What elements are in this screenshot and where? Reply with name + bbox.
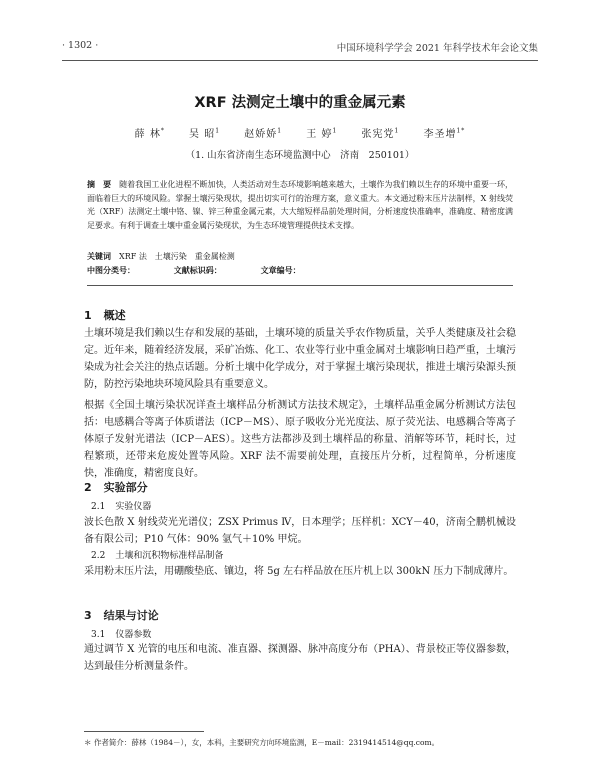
body-paragraph: 波长色散 X 射线荧光光谱仪；ZSX Primus Ⅳ，日本理学；压样机：XCY－40，济南仝鹏机械设备有限公司；P10 气体：90% 氩气＋10% 甲烷。 [84, 517, 516, 545]
author: 张宪党$^1$ [361, 127, 400, 140]
section-heading: 2 实验部分 [84, 481, 148, 494]
keywords [87, 250, 513, 264]
conference-name: 中国环境科学学会 2021 年科学技术年会论文集 [336, 43, 538, 54]
body-paragraph: 土壤环境是我们赖以生存和发展的基础，土壤环境的质量关乎农作物质量，关乎人类健康及社会稳定。近年来，随着经济发展，采矿冶炼、化工、农业等行业中重金属对土壤影响日趋严重，土壤污染成为社会关注的热点话题。分析土壤中化学成分，对于掌握土壤污染现状，推进土壤污染源头预防，防控污染地块环境风险具有重要意义。 [84, 328, 516, 390]
author: 吴 昭$^1$ [189, 127, 221, 140]
keywords-text: XRF 法 土壤污染 重金属检测 [119, 252, 235, 261]
subsection-heading: 3.1 仪器参数 [91, 630, 152, 640]
running-header [62, 40, 538, 56]
abstract [87, 178, 513, 232]
subsection-heading: 2.1 实验仪器 [91, 502, 152, 512]
author: 李圣增$^{1*}$ [423, 127, 466, 140]
section-heading: 3 结果与讨论 [84, 609, 159, 622]
classification-line [87, 265, 337, 276]
paper-title: XRF 法测定土壤中的重金属元素 [194, 95, 406, 111]
abstract-text: 随着我国工业化进程不断加快，人类活动对生态环境影响越来越大，土壤作为我们赖以生存的环境中重要一环，面临着巨大的环境风险。掌握土壤污染现状，提出切实可行的治理方案，意义重大。本文通过粉末压片法制样，X 射线荧光（XRF）法测定土壤中铬、镍、锌三种重金属元素，大大缩短样品前处理时间，分析速度快准确率，准确度、精密度满足要求。有利于调查土壤中重金属污染现状，为生态环境管理提供技术支撑。 [87, 180, 514, 230]
article-id: 文章编号： [260, 266, 301, 275]
abstract-divider [87, 285, 513, 286]
footnote-divider [84, 731, 204, 732]
affiliation: （1. 山东省济南生态环境监测中心 济南 250101） [185, 150, 415, 161]
document-code: 文献标识码： [173, 266, 222, 275]
author-footnote: ＊ 作者简介：薛林（1984－），女，本科，主要研究方向环境监测，E－mail：2319414514@qq.com。 [84, 738, 440, 747]
body-paragraph: 采用粉末压片法，用硼酸垫底、镶边，将 5g 左右样品放在压片机上以 300kN 压力下制成薄片。 [84, 566, 514, 577]
author: 王 婷$^1$ [306, 127, 338, 140]
author: 赵娇娇$^1$ [244, 127, 283, 140]
section-heading: 1 概述 [84, 309, 126, 322]
subsection-heading: 2.2 土壤和沉积物标准样品制备 [91, 551, 224, 561]
author: 薛 林* [134, 127, 165, 140]
page-number: · 1302 · [62, 40, 99, 51]
abstract-label: 摘 要 [87, 180, 112, 189]
body-paragraph: 根据《全国土壤污染状况详查土壤样品分析测试方法技术规定》，土壤样品重金属分析测试方法包括：电感耦合等离子体质谱法（ICP－MS）、原子吸收分光光度法、原子荧光法、电感耦合等离子体原子发射光谱法（ICP－AES）。这些方法都涉及到土壤样品的称量、消解等环节，耗时长，过程繁琐，还带来危废处置等风险。XRF 法不需要前处理，直接压片分析，过程简单，分析速度快，准确度，精密度良好。 [84, 400, 516, 479]
author-list [0, 125, 600, 140]
header-divider [62, 60, 538, 61]
keywords-label: 关键词 [87, 252, 111, 261]
clc-number: 中图分类号： [87, 266, 135, 275]
body-paragraph: 通过调节 X 光管的电压和电流、准直器、探测器、脉冲高度分布（PHA）、背景校正等仪器参数，达到最佳分析测量条件。 [84, 644, 516, 672]
